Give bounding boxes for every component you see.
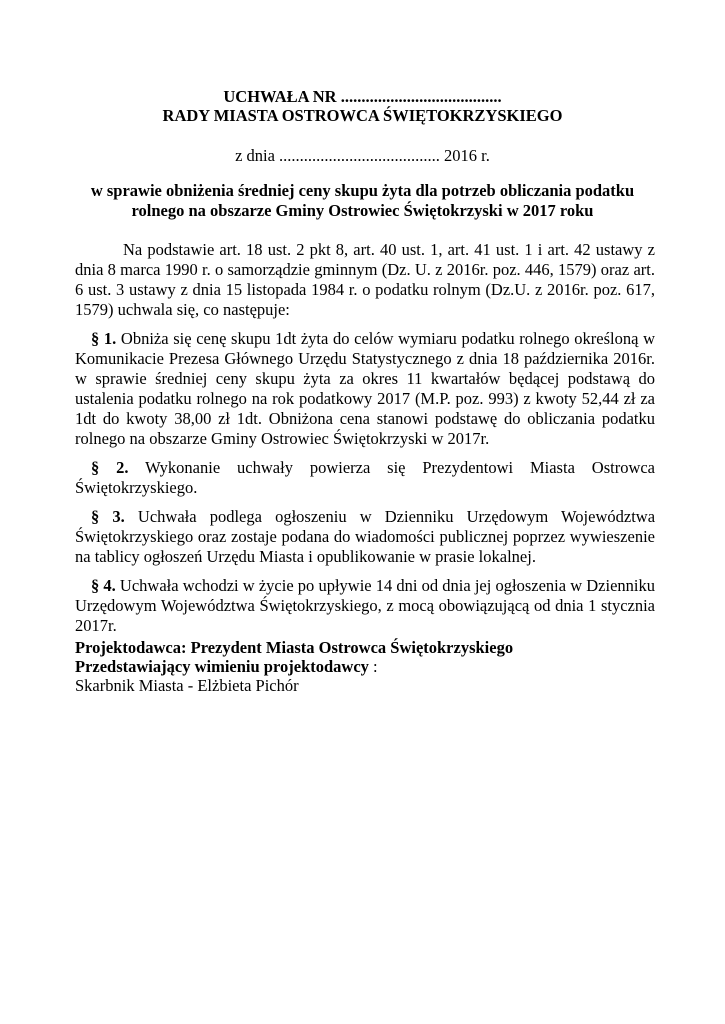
author-line: Projektodawca: Prezydent Miasta Ostrowca Świętokrzyskiego <box>75 638 514 657</box>
resolution-body <box>75 240 655 645</box>
resolution-date: z dnia ....................................... 2016 r. <box>235 146 490 165</box>
paragraph-3-text: Uchwała podlega ogłoszeniu w Dzienniku Urzędowym Województwa Świętokrzyskiego oraz zostaje podana do wiadomości publicznej poprzez wywieszenie na tablicy ogłoszeń Urzędu Miasta i opublikowanie w prasie lokalnej. <box>75 507 656 566</box>
subject-line-2: rolnego na obszarze Gminy Ostrowiec Świętokrzyski w 2017 roku <box>131 201 594 220</box>
paragraph-2-label: § 2. <box>91 458 129 477</box>
representative-colon: : <box>368 657 378 676</box>
paragraph-4 <box>75 576 655 636</box>
paragraph-4-text: Uchwała wchodzi w życie po upływie 14 dni od dnia jej ogłoszenia w Dzienniku Urzędowym Województwa Świętokrzyskiego, z mocą obowiązującą od dnia 1 stycznia 2017r. <box>75 576 655 635</box>
representative-label: Przedstawiający wimieniu projektodawcy <box>75 657 369 676</box>
title-line-number: UCHWAŁA NR ....................................... <box>223 87 502 106</box>
representative-name: Skarbnik Miasta - Elżbieta Pichór <box>75 676 299 695</box>
paragraph-1-text: Obniża się cenę skupu 1dt żyta do celów wymiaru podatku rolnego określoną w Komunikacie Prezesa Głównego Urzędu Statystycznego z dnia 18 października 2016r. w sprawie średniej ceny skupu żyta za okres 11 kwartałów będącej podstawą do ustalenia podatku rolnego na rok podatkowy 2017 (M.P. poz. 993) z kwoty 52,44 zł za 1dt do kwoty 38,00 zł 1dt. Obniżona cena stanowi podstawę do obliczania podatku rolnego na obszarze Gminy Ostrowiec Świętokrzyski w 2017r. <box>75 329 656 448</box>
resolution-subject <box>60 181 665 221</box>
paragraph-1 <box>75 329 655 449</box>
legal-basis-paragraph: Na podstawie art. 18 ust. 2 pkt 8, art. 40 ust. 1, art. 41 ust. 1 i art. 42 ustawy z dnia 8 marca 1990 r. o samorządzie gminnym (Dz. U. z 2016r. poz. 446, 1579) oraz art. 6 ust. 3 ustawy z dnia 15 listopada 1984 r. o podatku rolnym (Dz.U. z 2016r. poz. 617, 1579) uchwala się, co następuje: <box>75 240 655 319</box>
resolution-footer <box>75 638 675 695</box>
subject-line-1: w sprawie obniżenia średniej ceny skupu żyta dla potrzeb obliczania podatku <box>90 181 635 200</box>
paragraph-1-label: § 1. <box>91 329 117 348</box>
paragraph-4-label: § 4. <box>91 576 116 595</box>
representative-line <box>75 657 675 676</box>
paragraph-3-label: § 3. <box>91 507 125 526</box>
paragraph-2-text: Wykonanie uchwały powierza się Prezydentowi Miasta Ostrowca Świętokrzyskiego. <box>75 458 656 497</box>
title-line-council: RADY MIASTA OSTROWCA ŚWIĘTOKRZYSKIEGO <box>162 106 563 125</box>
resolution-title <box>0 87 725 125</box>
paragraph-2 <box>75 458 655 498</box>
paragraph-3 <box>75 507 655 567</box>
